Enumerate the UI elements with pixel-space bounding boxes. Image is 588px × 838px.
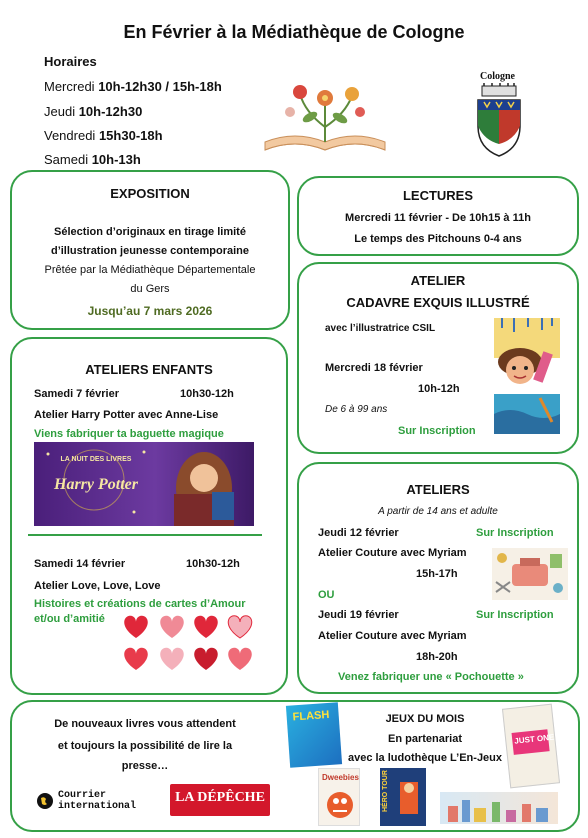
game-title: FLASH <box>292 708 330 724</box>
session-date: Jeudi 19 février <box>318 609 399 621</box>
game-title: JUST ONE <box>513 732 555 746</box>
monster-icon <box>325 789 355 821</box>
atelier-cadavre-date: Mercredi 18 février <box>325 362 423 374</box>
games-text: avec la ludothèque L’En-Jeux <box>347 752 503 764</box>
exposition-text: Prêtée par la Médiathèque Départementale <box>44 264 256 276</box>
session-time: 15h-17h <box>416 568 458 580</box>
city-illustration <box>440 792 558 824</box>
courrier-international-logo <box>36 786 152 816</box>
lectures-text: Mercredi 11 février - De 10h15 à 11h <box>345 212 531 224</box>
session-name: Atelier Harry Potter avec Anne-Lise <box>34 409 219 421</box>
hours-row <box>44 128 163 143</box>
session-inscription: Sur Inscription <box>476 527 554 539</box>
crest-label: Cologne <box>480 71 515 82</box>
hours-title: Horaires <box>44 54 97 69</box>
session-tagline: Histoires et créations de cartes d’Amour <box>34 598 246 610</box>
hours-day: Vendredi <box>44 128 96 143</box>
ateliers-or: OU <box>318 589 335 601</box>
cadavre-exquis-illustration <box>494 318 560 434</box>
cologne-crest-icon <box>472 82 526 158</box>
session-time: 10h30-12h <box>186 558 240 570</box>
session-date: Samedi 7 février <box>34 388 119 400</box>
ateliers-enfants-title: ATELIERS ENFANTS <box>85 362 213 377</box>
exposition-text: du Gers <box>130 283 170 295</box>
exposition-text: d’illustration jeunesse contemporaine <box>50 245 250 257</box>
session-tagline: Viens fabriquer ta baguette magique <box>34 428 224 440</box>
exposition-title: EXPOSITION <box>110 186 190 201</box>
game-box-dweebies <box>318 768 360 826</box>
hearts-illustration <box>120 612 262 674</box>
hours-day: Mercredi <box>44 79 95 94</box>
courrier-logo-text: Courrier international <box>58 790 137 812</box>
game-box-flash <box>286 702 342 767</box>
lectures-text: Le temps des Pitchouns 0-4 ans <box>354 233 522 245</box>
session-tagline: et/ou d’amitié <box>34 613 105 625</box>
hours-time: 15h30-18h <box>98 128 163 143</box>
session-date: Samedi 14 février <box>34 558 126 570</box>
ateliers-audience: A partir de 14 ans et adulte <box>378 506 498 517</box>
session-name: Atelier Couture avec Myriam <box>318 630 467 642</box>
hours-day: Jeudi <box>44 104 76 119</box>
harry-potter-banner <box>34 442 254 526</box>
books-text: et toujours la possibilité de lire la <box>57 740 233 752</box>
session-inscription: Sur Inscription <box>476 609 554 621</box>
book-flowers-illustration <box>260 72 390 158</box>
section-divider <box>28 534 262 536</box>
ateliers-tagline: Venez fabriquer une « Pochouette » <box>338 671 524 683</box>
game-title: Dweebies <box>322 773 359 782</box>
globe-icon <box>36 792 54 810</box>
hours-time: 10h-13h <box>91 152 141 167</box>
hours-time: 10h-12h30 / 15h-18h <box>98 79 222 94</box>
game-title: HÉRO TOUR <box>382 770 389 812</box>
session-time: 10h30-12h <box>180 388 234 400</box>
atelier-cadavre-artist: avec l’illustratrice CSIL <box>325 323 436 334</box>
atelier-cadavre-ages: De 6 à 99 ans <box>325 404 388 415</box>
session-date: Jeudi 12 février <box>318 527 399 539</box>
game-box-city <box>440 792 558 824</box>
hours-row <box>44 104 142 119</box>
atelier-cadavre-inscription: Sur Inscription <box>398 425 476 437</box>
la-depeche-logo <box>170 784 270 816</box>
atelier-cadavre-time: 10h-12h <box>418 383 460 395</box>
exposition-until: Jusqu’au 7 mars 2026 <box>87 304 213 318</box>
hours-time: 10h-12h30 <box>78 104 143 119</box>
session-name: Atelier Love, Love, Love <box>34 580 161 592</box>
page-title: En Février à la Médiathèque de Cologne <box>123 22 465 42</box>
atelier-cadavre-subtitle: CADAVRE EXQUIS ILLUSTRÉ <box>346 295 530 310</box>
ateliers-title: ATELIERS <box>406 482 470 497</box>
session-name: Atelier Couture avec Myriam <box>318 547 467 559</box>
game-box-hero-tour <box>380 768 426 826</box>
games-text: En partenariat <box>388 733 462 745</box>
lectures-title: LECTURES <box>402 188 474 203</box>
banner-top-text: LA NUIT DES LIVRES <box>60 456 132 463</box>
hero-icon <box>396 778 422 818</box>
depeche-logo-text: LA DÉPÊCHE <box>175 790 265 805</box>
hours-day: Samedi <box>44 152 89 167</box>
books-text: De nouveaux livres vous attendent <box>54 718 236 730</box>
banner-main-text: Harry Potter <box>54 476 138 493</box>
atelier-cadavre-title: ATELIER <box>410 273 466 288</box>
game-box-just-one <box>502 704 560 789</box>
books-text: presse… <box>121 760 169 772</box>
session-time: 18h-20h <box>416 651 458 663</box>
exposition-text: Sélection d’originaux en tirage limité <box>54 226 246 238</box>
sewing-illustration <box>492 548 568 600</box>
games-title: JEUX DU MOIS <box>385 713 465 725</box>
hours-row <box>44 152 141 167</box>
hours-row <box>44 79 222 94</box>
